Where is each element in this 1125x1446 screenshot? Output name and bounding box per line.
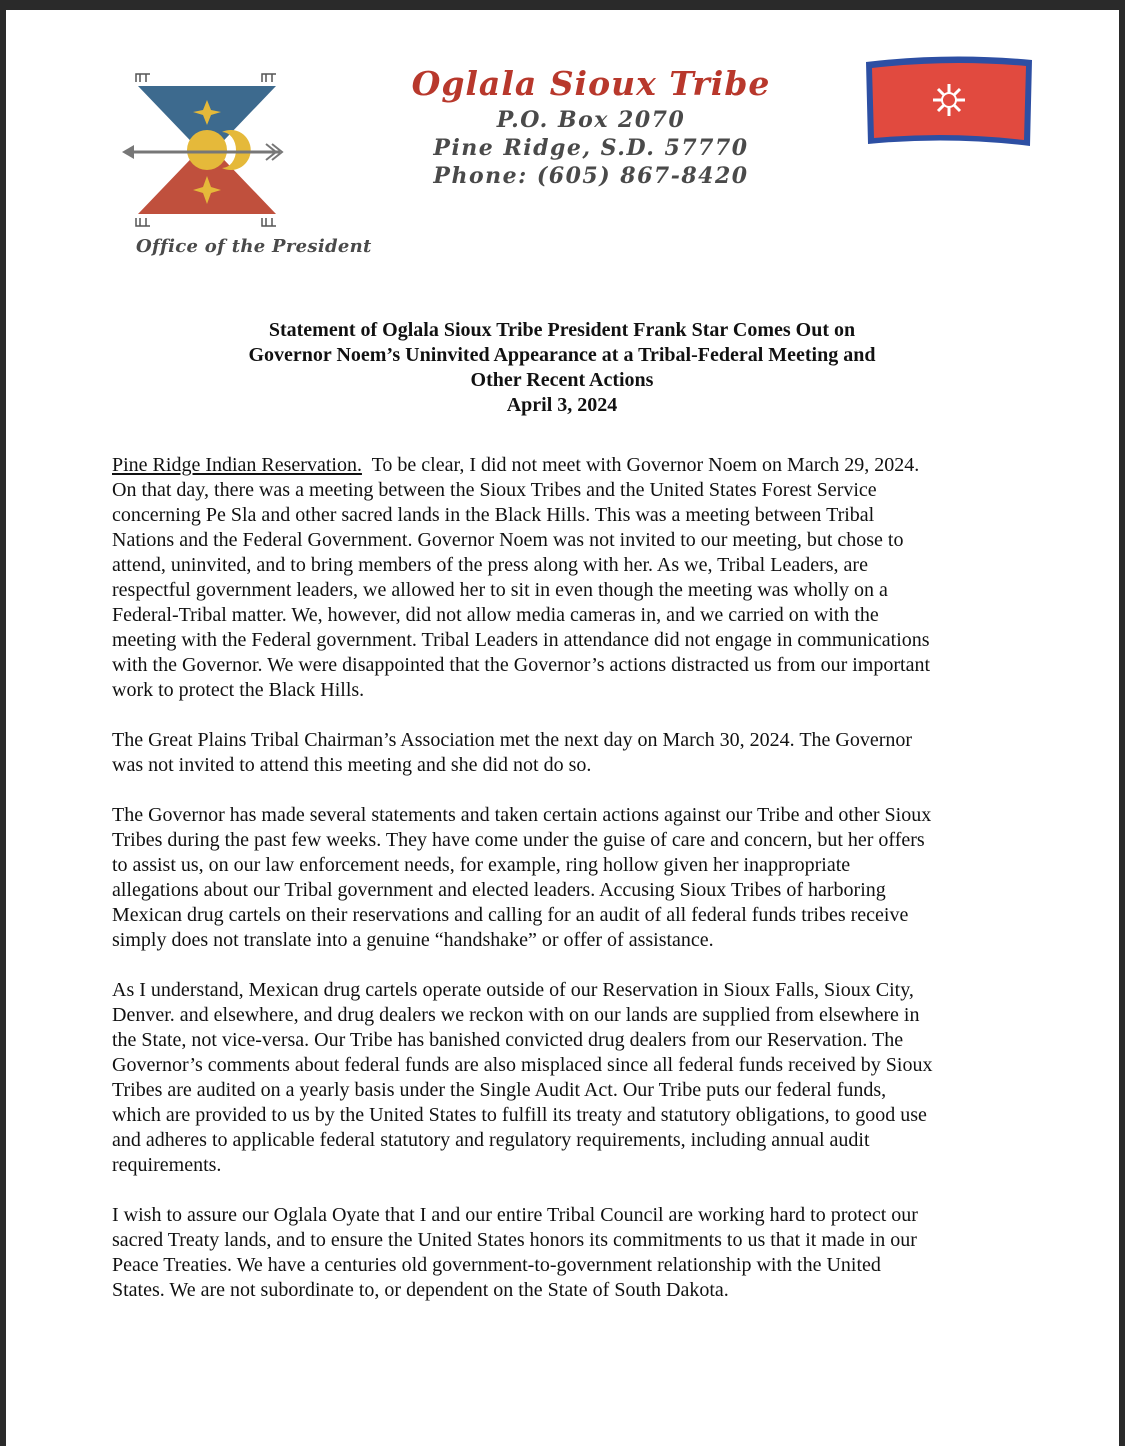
- office-of-president-label: Office of the President: [136, 236, 372, 257]
- paragraph-2: [112, 728, 1032, 778]
- paragraph-3: [112, 803, 1032, 953]
- text-line: The Governor has made several statements and taken certain actions against our Tribe and other Sioux: [112, 804, 932, 826]
- tribal-seal-logo: [122, 72, 292, 232]
- seal-corner-mark-br: [262, 218, 276, 226]
- text-line: Peace Treaties. We have a centuries old government-to-government relationship with the United: [112, 1254, 881, 1276]
- text-line: To be clear, I did not meet with Governor Noem on March 29, 2024.: [361, 454, 920, 476]
- text-line: and adheres to applicable federal statutory and regulatory requirements, including annual audit: [112, 1129, 870, 1151]
- text-line: sacred Treaty lands, and to ensure the United States honors its commitments to us that it made in our: [112, 1229, 917, 1251]
- text-line: which are provided to us by the United States to fulfill its treaty and statutory obligations, to good use: [112, 1104, 927, 1126]
- text-line: requirements.: [112, 1154, 222, 1176]
- text-line: The Great Plains Tribal Chairman’s Association met the next day on March 30, 2024. The Governor: [112, 729, 913, 751]
- text-line: Denver. and elsewhere, and drug dealers we reckon with on our lands are supplied from elsewhere in: [112, 1004, 920, 1026]
- text-line: Tribes are audited on a yearly basis under the Single Audit Act. Our Tribe puts our federal funds,: [112, 1079, 887, 1101]
- text-line: to assist us, on our law enforcement needs, for example, ring hollow given her inappropriate: [112, 854, 851, 876]
- text-line: attend, uninvited, and to bring members of the press along with her. As we, Tribal Leaders, are: [112, 554, 868, 576]
- statement-body: [112, 453, 1032, 1328]
- text-line: Mexican drug cartels on their reservations and calling for an audit of all federal funds tribes receive: [112, 904, 909, 926]
- text-line: allegations about our Tribal government and elected leaders. Accusing Sioux Tribes of harboring: [112, 879, 886, 901]
- text-line: the State, not vice-versa. Our Tribe has banished convicted drug dealers from our Reservation. The: [112, 1029, 904, 1051]
- text-line: simply does not translate into a genuine “handshake” or offer of assistance.: [112, 929, 714, 951]
- text-line: meeting with the Federal government. Tribal Leaders in attendance did not engage in communications: [112, 629, 930, 651]
- text-line: Tribes during the past few weeks. They have come under the guise of care and concern, but her offers: [112, 829, 925, 851]
- title-line: Statement of Oglala Sioux Tribe President Frank Star Comes Out on: [268, 319, 856, 341]
- letterhead: [396, 62, 786, 190]
- paragraph-1: [112, 453, 1032, 703]
- seal-corner-mark-tl: [136, 74, 150, 82]
- tribal-flag-image: [864, 54, 1034, 150]
- text-line: Federal-Tribal matter. We, however, did not allow media cameras in, and we carried on with the: [112, 604, 879, 626]
- phone-number: Phone: (605) 867-8420: [433, 163, 749, 189]
- text-line: Nations and the Federal Government. Governor Noem was not invited to our meeting, but chose to: [112, 529, 904, 551]
- city-state-zip: Pine Ridge, S.D. 57770: [433, 135, 749, 161]
- po-box: P.O. Box 2070: [496, 107, 686, 133]
- text-line: On that day, there was a meeting between the Sioux Tribes and the United States Forest Service: [112, 479, 877, 501]
- seal-sun: [187, 130, 227, 170]
- text-line: was not invited to attend this meeting and she did not do so.: [112, 754, 592, 776]
- title-line: Governor Noem’s Uninvited Appearance at a Tribal-Federal Meeting and: [248, 344, 876, 366]
- text-line: respectful government leaders, we allowed her to sit in even though the meeting was wholly on a: [112, 579, 888, 601]
- paragraph-4: [112, 978, 1032, 1178]
- text-line: concerning Pe Sla and other sacred lands in the Black Hills. This was a meeting between Tribal: [112, 504, 875, 526]
- statement-date: April 3, 2024: [506, 394, 618, 416]
- text-line: I wish to assure our Oglala Oyate that I and our entire Tribal Council are working hard to protect our: [112, 1204, 918, 1226]
- statement-title: [106, 318, 1018, 418]
- seal-arrow-head: [122, 145, 134, 159]
- seal-corner-mark-tr: [262, 74, 276, 82]
- seal-corner-mark-bl: [136, 218, 150, 226]
- paragraph-5: [112, 1203, 1032, 1303]
- text-line: As I understand, Mexican drug cartels operate outside of our Reservation in Sioux Falls, Sioux City,: [112, 979, 914, 1001]
- text-line: Governor’s comments about federal funds are also misplaced since all federal funds received by Sioux: [112, 1054, 933, 1076]
- document-page: [6, 10, 1119, 1446]
- title-line: Other Recent Actions: [470, 369, 654, 391]
- text-line: with the Governor. We were disappointed that the Governor’s actions distracted us from our important: [112, 654, 931, 676]
- text-line: work to protect the Black Hills.: [112, 679, 365, 701]
- text-line: States. We are not subordinate to, or dependent on the State of South Dakota.: [112, 1279, 729, 1301]
- dateline: Pine Ridge Indian Reservation.: [112, 454, 362, 476]
- tribe-name: Oglala Sioux Tribe: [411, 64, 771, 103]
